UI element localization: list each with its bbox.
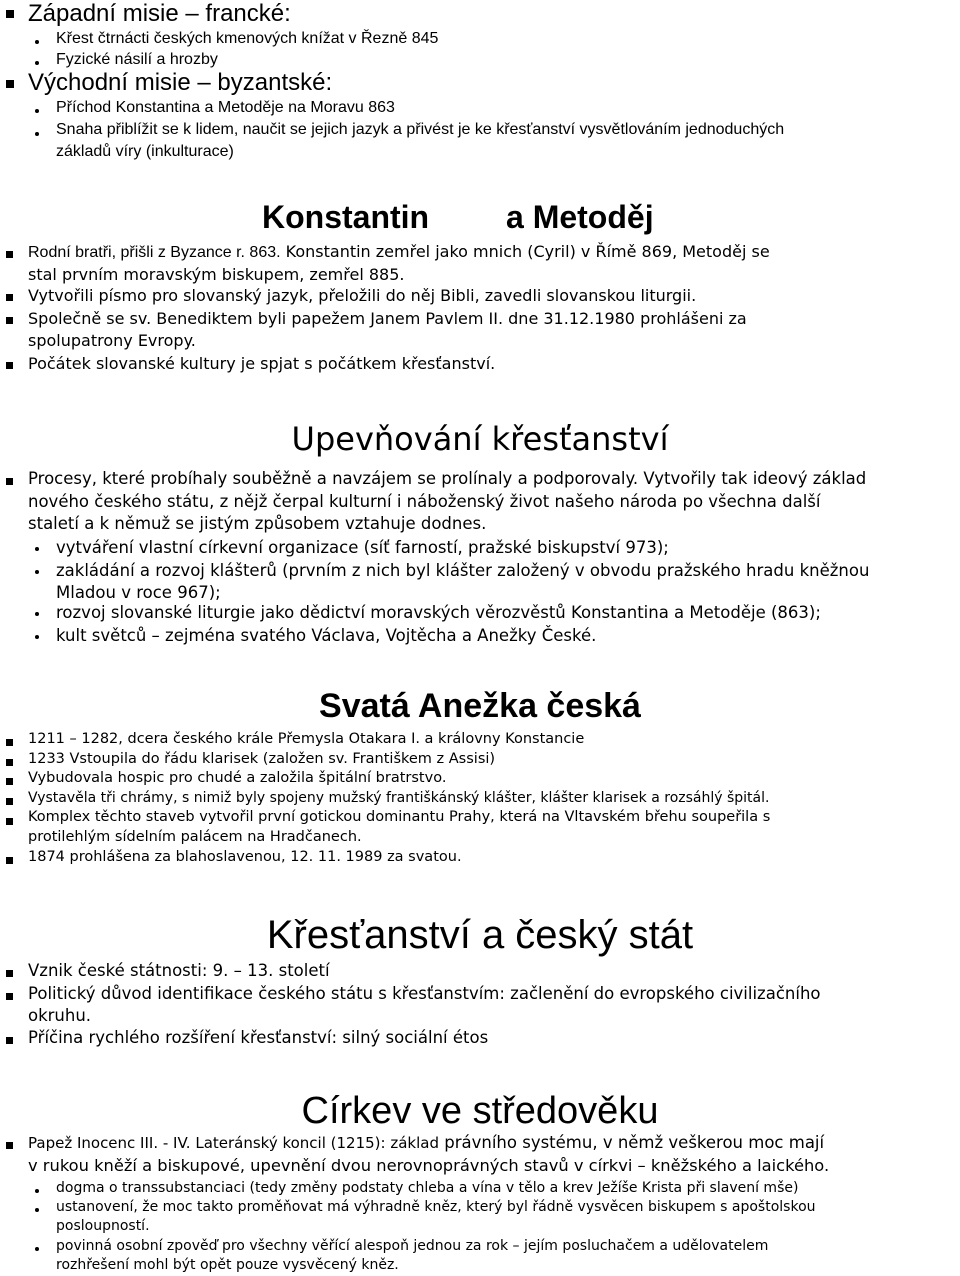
c-para-line-2: v rukou kněží a biskupové, upevnění dvou nerovnoprávných stavů v církvi – kněžského a laického. bbox=[28, 1156, 830, 1175]
a-item-1: 1211 – 1282, dcera českého krále Přemysla Otakara I. a královny Konstancie bbox=[28, 731, 585, 747]
k-item-3-line-2: spolupatrony Evropy. bbox=[28, 331, 196, 350]
square-bullet-icon bbox=[6, 10, 14, 18]
c-bullet-2-line-2: posloupností. bbox=[56, 1218, 150, 1234]
square-bullet-icon bbox=[6, 798, 13, 805]
u-bullet-3: rozvoj slovanské liturgie jako dědictví moravských věrozvěstů Konstantina a Metoděje (863); bbox=[56, 603, 821, 622]
k-item-1-line-1 bbox=[28, 242, 770, 262]
u-bullet-2-line-2: Mladou v roce 967); bbox=[56, 583, 221, 602]
square-bullet-icon bbox=[6, 1037, 13, 1044]
west-mission-heading: Západní misie – francké: bbox=[28, 0, 291, 27]
west-item-2: Fyzické násilí a hrozby bbox=[56, 51, 218, 68]
s-item-2-line-2: okruhu. bbox=[28, 1006, 92, 1025]
west-item-1: Křest čtrnácti českých kmenových knížat v Řezně 845 bbox=[56, 30, 439, 47]
east-item-2-line-2: základů víry (inkulturace) bbox=[56, 143, 234, 160]
dot-bullet-icon bbox=[35, 132, 39, 136]
u-bullet-1: vytváření vlastní církevní organizace (síť farností, pražské biskupství 973); bbox=[56, 538, 669, 557]
u-para-line-1: Procesy, které probíhaly souběžně a navzájem se prolínaly a podporovaly. Vytvořily tak ideový základ bbox=[28, 469, 867, 488]
square-bullet-icon bbox=[6, 739, 13, 746]
a-item-4: Vystavěla tři chrámy, s nimiž byly spojeny mužský františkánský klášter, klášter klarisek a rozsáhlý špitál. bbox=[28, 790, 770, 806]
u-para-line-3: staletí a k němuž se jistým způsobem vztahuje dodnes. bbox=[28, 514, 487, 533]
square-bullet-icon bbox=[6, 317, 13, 324]
dot-bullet-icon bbox=[35, 61, 39, 65]
s-item-1: Vznik české státnosti: 9. – 13. století bbox=[28, 961, 330, 980]
square-bullet-icon bbox=[6, 778, 13, 785]
a-item-5-line-2: protilehlým sídelním palácem na Hradčanech. bbox=[28, 829, 362, 845]
east-item-1: Příchod Konstantina a Metoděje na Moravu 863 bbox=[56, 99, 395, 116]
k-item-3-line-1: Společně se sv. Benediktem byli papežem Janem Pavlem II. dne 31.12.1980 prohlášeni za bbox=[28, 309, 747, 328]
a-item-5-line-1: Komplex těchto staveb vytvořil první gotickou dominantu Prahy, která na Vltavském břehu soupeřila s bbox=[28, 809, 771, 825]
k-item-4: Počátek slovanské kultury je spjat s počátkem křesťanství. bbox=[28, 354, 496, 373]
section-title-left: Konstantin bbox=[262, 199, 430, 235]
c-para-line-1 bbox=[28, 1133, 824, 1152]
k-item-2: Vytvořili písmo pro slovanský jazyk, přeložili do něj Bibli, zavedli slovanskou liturgii. bbox=[28, 286, 697, 305]
square-bullet-icon bbox=[6, 362, 13, 369]
square-bullet-icon bbox=[6, 478, 13, 485]
dot-bullet-icon bbox=[35, 109, 39, 113]
section-title: Církev ve středověku bbox=[301, 1090, 659, 1132]
dot-bullet-icon bbox=[35, 40, 39, 44]
a-item-6: 1874 prohlášena za blahoslavenou, 12. 11. 1989 za svatou. bbox=[28, 849, 462, 865]
a-item-2: 1233 Vstoupila do řádu klarisek (založen sv. Františkem z Assisi) bbox=[28, 751, 496, 767]
east-item-2-line-1: Snaha přiblížit se k lidem, naučit se jejich jazyk a přivést je ke křesťanství vysvětlováním jednoduchých bbox=[56, 121, 785, 138]
c-bullet-2-line-1: ustanovení, že moc takto proměňovat má výhradně kněz, který byl řádně vysvěcen biskupem s apoštolskou bbox=[56, 1199, 816, 1215]
k-item-1-part-a: Rodní bratři, přišli z Byzance r. 863. bbox=[28, 244, 281, 261]
square-bullet-icon bbox=[6, 818, 13, 825]
k-item-1-part-b: Konstantin zemřel jako mnich (Cyril) v Římě 869, Metoděj se bbox=[280, 242, 770, 261]
square-bullet-icon bbox=[6, 1142, 13, 1149]
section-title-right: a Metoděj bbox=[506, 199, 654, 235]
dot-bullet-icon bbox=[35, 1247, 39, 1251]
dot-bullet-icon bbox=[35, 570, 39, 574]
dot-bullet-icon bbox=[35, 547, 39, 551]
section-title: Upevňování křesťanství bbox=[291, 420, 669, 458]
square-bullet-icon bbox=[6, 759, 13, 766]
square-bullet-icon bbox=[6, 80, 14, 88]
u-bullet-4: kult světců – zejména svatého Václava, Vojtěcha a Anežky České. bbox=[56, 626, 597, 645]
dot-bullet-icon bbox=[35, 1189, 39, 1193]
k-item-1-line-2: stal prvním moravským biskupem, zemřel 885. bbox=[28, 265, 405, 284]
square-bullet-icon bbox=[6, 970, 13, 977]
c-para-part-b: právního systému, v němž veškerou moc mají bbox=[439, 1133, 825, 1152]
c-bullet-3-line-1: povinná osobní zpověď pro všechny věřící alespoň jednou za rok – jejím posluchačem a udělovatelem bbox=[56, 1238, 769, 1254]
east-mission-heading: Východní misie – byzantské: bbox=[28, 69, 333, 96]
u-para-line-2: nového českého státu, z nějž čerpal kulturní i náboženský život našeho národa po všechna další bbox=[28, 492, 821, 511]
dot-bullet-icon bbox=[35, 1208, 39, 1212]
square-bullet-icon bbox=[6, 857, 13, 864]
u-bullet-2-line-1: zakládání a rozvoj klášterů (prvním z nich byl klášter založený v obvodu pražského hradu kněžnou bbox=[56, 561, 870, 580]
section-title: Křesťanství a český stát bbox=[266, 913, 694, 957]
s-item-3: Příčina rychlého rozšíření křesťanství: silný sociální étos bbox=[28, 1028, 489, 1047]
c-para-part-a: Papež Inocenc III. - IV. Lateránský koncil (1215): základ bbox=[28, 1134, 439, 1152]
dot-bullet-icon bbox=[35, 635, 39, 639]
dot-bullet-icon bbox=[35, 612, 39, 616]
s-item-2-line-1: Politický důvod identifikace českého státu s křesťanstvím: začlenění do evropského civilizačního bbox=[28, 984, 821, 1003]
section-title: Svatá Anežka česká bbox=[319, 687, 641, 725]
square-bullet-icon bbox=[6, 993, 13, 1000]
c-bullet-3-line-2: rozhřešení mohl být opět pouze vysvěcený kněz. bbox=[56, 1257, 399, 1273]
c-bullet-1: dogma o transsubstanciaci (tedy změny podstaty chleba a vína v tělo a krev Ježíše Krista při slavení mše) bbox=[56, 1180, 799, 1196]
square-bullet-icon bbox=[6, 294, 13, 301]
square-bullet-icon bbox=[6, 251, 13, 258]
a-item-3: Vybudovala hospic pro chudé a založila špitální bratrstvo. bbox=[28, 770, 447, 786]
